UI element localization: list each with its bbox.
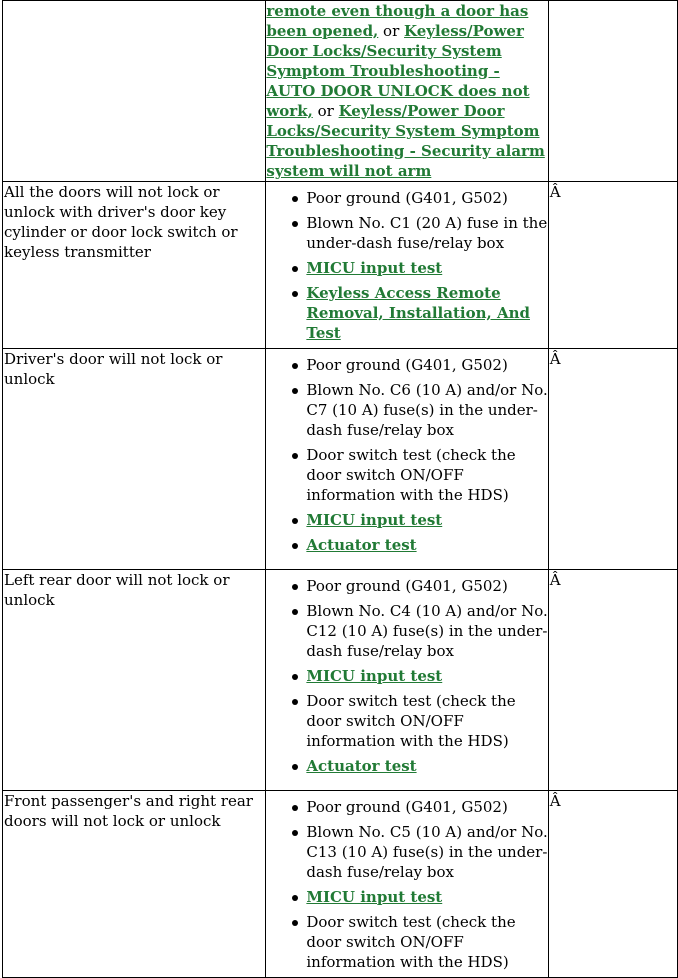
list-item: Door switch test (check the door switch ON/OFF information with the HDS) <box>306 691 547 751</box>
list-item: Blown No. C4 (10 A) and/or No. C12 (10 A) fuse(s) in the under-dash fuse/relay box <box>306 602 548 660</box>
list-item: Blown No. C1 (20 A) fuse in the under-dash fuse/relay box <box>306 214 548 252</box>
causes-list <box>266 576 547 776</box>
causes-list <box>266 797 547 972</box>
table-row <box>3 182 678 349</box>
link-door-opened-remote[interactable]: remote even though a door has been opened, <box>266 2 529 40</box>
list-item: Blown No. C5 (10 A) and/or No. C13 (10 A) fuse(s) in the under-dash fuse/relay box <box>306 823 548 881</box>
list-item <box>306 283 547 343</box>
causes-cell <box>266 570 548 791</box>
or-text: or <box>312 102 339 120</box>
list-item: Poor ground (G401, G502) <box>306 797 547 817</box>
list-item: Poor ground (G401, G502) <box>306 355 547 375</box>
link-keyless-access-remote[interactable]: Keyless Access Remote Removal, Installation, And Test <box>306 284 530 342</box>
table-row <box>3 570 678 791</box>
note-cell: Â <box>548 791 677 978</box>
note-cell: Â <box>548 570 677 791</box>
note-cell <box>548 1 677 182</box>
causes-list <box>266 188 547 343</box>
list-item <box>306 756 547 776</box>
symptom-cell: Left rear door will not lock or unlock <box>3 570 266 791</box>
table-row <box>3 1 678 182</box>
list-item <box>306 510 547 530</box>
note-cell: Â <box>548 182 677 349</box>
list-item <box>306 887 547 907</box>
causes-list <box>266 355 547 555</box>
continued-causes-text <box>266 1 547 181</box>
causes-cell <box>266 182 548 349</box>
list-item: Poor ground (G401, G502) <box>306 188 547 208</box>
causes-cell <box>266 1 548 182</box>
link-micu-input-test[interactable]: MICU input test <box>306 511 443 529</box>
list-item <box>306 535 547 555</box>
troubleshooting-table <box>2 0 678 978</box>
list-item <box>306 666 547 686</box>
causes-cell <box>266 791 548 978</box>
symptom-cell: Driver's door will not lock or unlock <box>3 349 266 570</box>
list-item: Door switch test (check the door switch ON/OFF information with the HDS) <box>306 445 547 505</box>
symptom-cell: All the doors will not lock or unlock with driver's door key cylinder or door lock switch or keyless transmitter <box>3 182 266 349</box>
symptom-cell: Front passenger's and right rear doors will not lock or unlock <box>3 791 266 978</box>
link-auto-door-unlock[interactable]: Keyless/Power Door Locks/Security System Symptom Troubleshooting - AUTO DOOR UNLOCK does not work, <box>266 22 530 120</box>
note-cell: Â <box>548 349 677 570</box>
link-micu-input-test[interactable]: MICU input test <box>306 667 443 685</box>
symptom-cell <box>3 1 266 182</box>
list-item <box>306 258 547 278</box>
or-text: or <box>378 22 405 40</box>
list-item: Blown No. C6 (10 A) and/or No. C7 (10 A) fuse(s) in the under-dash fuse/relay box <box>306 381 548 439</box>
link-micu-input-test[interactable]: MICU input test <box>306 259 443 277</box>
table-row <box>3 791 678 978</box>
causes-cell <box>266 349 548 570</box>
link-micu-input-test[interactable]: MICU input test <box>306 888 443 906</box>
link-actuator-test[interactable]: Actuator test <box>306 757 417 775</box>
list-item: Poor ground (G401, G502) <box>306 576 547 596</box>
link-security-alarm-not-arm[interactable]: Keyless/Power Door Locks/Security System Symptom Troubleshooting - Security alarm system will not arm <box>266 102 545 180</box>
link-actuator-test[interactable]: Actuator test <box>306 536 417 554</box>
list-item: Door switch test (check the door switch ON/OFF information with the HDS) <box>306 912 547 972</box>
table-row <box>3 349 678 570</box>
